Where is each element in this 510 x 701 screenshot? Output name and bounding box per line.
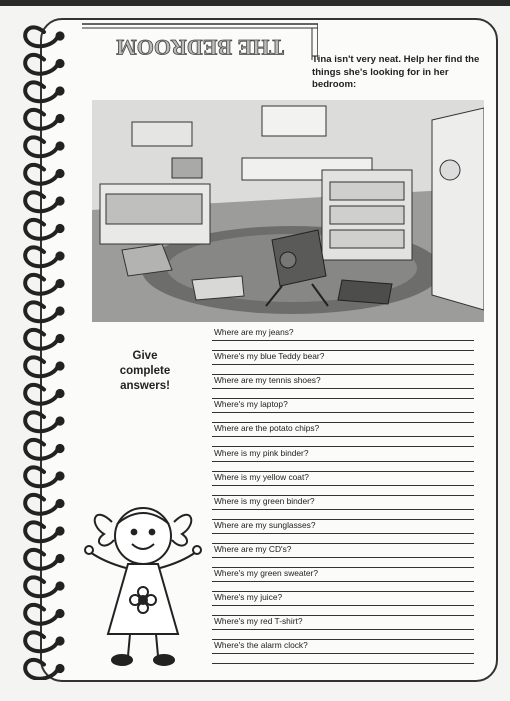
answer-line[interactable] — [212, 412, 474, 413]
spiral-ring — [25, 605, 58, 624]
question-text: Where are my tennis shoes? — [214, 375, 321, 386]
spiral-ring — [25, 330, 58, 349]
spiral-ring — [25, 165, 58, 184]
answer-line[interactable] — [212, 581, 474, 582]
question-row — [212, 351, 474, 375]
question-row — [212, 399, 474, 423]
spiral-hole — [57, 446, 62, 451]
question-row — [212, 472, 474, 496]
spiral-ring — [25, 137, 58, 156]
spiral-hole — [57, 61, 62, 66]
question-text: Where are my CD's? — [214, 543, 292, 554]
spiral-ring — [25, 220, 58, 239]
question-text: Where are my sunglasses? — [214, 519, 316, 530]
banner-title: THE BEDROOM — [115, 35, 285, 60]
spiral-hole — [57, 666, 62, 671]
spiral-hole — [57, 281, 62, 286]
spiral-hole — [57, 363, 62, 368]
spiral-ring — [25, 660, 58, 679]
question-row — [212, 616, 474, 640]
answer-line[interactable] — [212, 605, 474, 606]
question-text: Where are the potato chips? — [214, 423, 320, 434]
question-row — [212, 327, 474, 351]
instruction-text: Tina isn't very neat. Help her find the things she's looking for in her bedroom: — [312, 54, 480, 90]
spiral-ring — [25, 192, 58, 211]
answer-line[interactable] — [212, 485, 474, 486]
question-row — [212, 375, 474, 399]
question-row — [212, 520, 474, 544]
spiral-hole — [57, 611, 62, 616]
header-banner — [82, 22, 318, 72]
question-text: Where is my yellow coat? — [214, 471, 309, 482]
question-text: Where are my jeans? — [214, 327, 294, 337]
spiral-hole — [57, 638, 62, 643]
answer-line[interactable] — [212, 653, 474, 654]
spiral-hole — [57, 418, 62, 423]
answer-line[interactable] — [212, 461, 474, 462]
spiral-hole — [57, 226, 62, 231]
spiral-hole — [57, 171, 62, 176]
question-row — [212, 544, 474, 568]
give-line-1: Give — [132, 350, 158, 362]
give-complete-answers-note — [100, 349, 190, 394]
spiral-hole — [57, 116, 62, 121]
girl-cartoon-illustration — [84, 484, 202, 670]
spiral-hole — [57, 308, 62, 313]
spiral-hole — [57, 473, 62, 478]
give-line-2: complete — [119, 365, 171, 377]
give-line-3: answers! — [120, 380, 170, 392]
question-text: Where's the alarm clock? — [214, 640, 308, 651]
spiral-ring — [25, 275, 58, 294]
spiral-hole — [57, 336, 62, 341]
spiral-ring — [25, 27, 58, 46]
spiral-binding — [14, 20, 74, 680]
spiral-hole — [57, 88, 62, 93]
answer-line[interactable] — [212, 436, 474, 437]
answer-line[interactable] — [212, 388, 474, 389]
spiral-ring — [25, 522, 58, 541]
spiral-ring — [25, 412, 58, 431]
answer-line[interactable] — [212, 629, 474, 630]
spiral-hole — [57, 143, 62, 148]
spiral-hole — [57, 33, 62, 38]
question-text: Where is my pink binder? — [214, 447, 309, 458]
spiral-ring — [25, 440, 58, 459]
spiral-hole — [57, 198, 62, 203]
messy-bedroom-illustration — [92, 100, 484, 322]
question-text: Where is my green binder? — [214, 495, 315, 506]
question-row — [212, 640, 474, 664]
question-row — [212, 423, 474, 447]
question-text: Where's my laptop? — [214, 399, 288, 410]
spiral-ring — [25, 632, 58, 651]
answer-line[interactable] — [212, 340, 474, 341]
spiral-ring — [25, 302, 58, 321]
spiral-ring — [25, 247, 58, 266]
spiral-ring — [25, 577, 58, 596]
spiral-hole — [57, 583, 62, 588]
answer-line[interactable] — [212, 533, 474, 534]
spiral-ring — [25, 357, 58, 376]
spiral-ring — [25, 82, 58, 101]
spiral-hole — [57, 253, 62, 258]
answer-line[interactable] — [212, 557, 474, 558]
answer-line[interactable] — [212, 364, 474, 365]
question-text: Where's my blue Teddy bear? — [214, 351, 325, 362]
spiral-ring — [25, 550, 58, 569]
spiral-ring — [25, 55, 58, 74]
spiral-hole — [57, 501, 62, 506]
spiral-hole — [57, 528, 62, 533]
question-row — [212, 592, 474, 616]
spiral-ring — [25, 495, 58, 514]
spiral-ring — [25, 110, 58, 129]
spiral-ring — [25, 467, 58, 486]
question-row — [212, 568, 474, 592]
spiral-hole — [57, 391, 62, 396]
question-row — [212, 496, 474, 520]
answer-line[interactable] — [212, 509, 474, 510]
top-edge-bar — [0, 0, 510, 6]
question-text: Where's my green sweater? — [214, 568, 319, 578]
question-row — [212, 448, 474, 472]
question-text: Where's my red T-shirt? — [214, 616, 303, 627]
answer-line[interactable] — [212, 663, 474, 664]
spiral-hole — [57, 556, 62, 561]
question-text: Where's my juice? — [214, 592, 283, 603]
spiral-ring — [25, 385, 58, 404]
